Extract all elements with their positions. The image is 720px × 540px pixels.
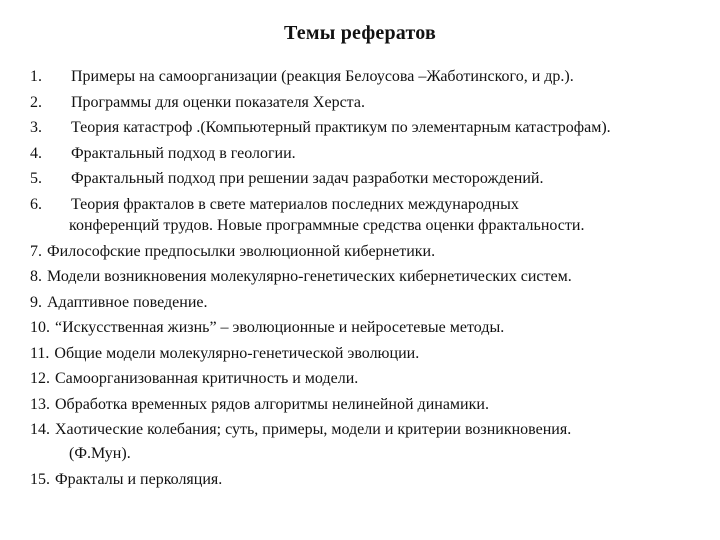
item-number: 10. <box>30 319 50 336</box>
item-number: 2. <box>30 93 42 111</box>
item-number: 7. <box>30 242 42 260</box>
item-number: 1. <box>30 68 42 85</box>
item-text: Фрактальный подход при решении задач разработки месторождений. <box>71 170 544 187</box>
list-item-continuation: конференций трудов. Новые программные средства оценки фрактальности. <box>69 216 585 234</box>
item-number: 8. <box>30 268 42 285</box>
item-number: 15. <box>30 470 50 488</box>
list-item <box>30 290 700 316</box>
item-text: “Искусственная жизнь” – эволюционные и нейросетевые методы. <box>55 319 505 336</box>
list-item <box>30 392 700 418</box>
item-number: 9. <box>30 293 42 311</box>
item-number: 12. <box>30 370 50 387</box>
slide-title: Темы рефератов <box>284 22 436 44</box>
item-text: Теория катастроф .(Компьютерный практикум по элементарным катастрофам). <box>71 119 611 136</box>
list-item <box>30 417 700 443</box>
item-text: Модели возникновения молекулярно-генетических кибернетических систем. <box>47 268 572 285</box>
list-item <box>30 264 700 290</box>
list-item <box>30 239 700 265</box>
item-text: Примеры на самоорганизации (реакция Белоусова –Жаботинского, и др.). <box>71 68 574 85</box>
item-text: Фракталы и перколяция. <box>55 470 223 488</box>
item-number: 11. <box>30 344 50 362</box>
item-number: 4. <box>30 144 42 162</box>
list-item-continuation: (Ф.Мун). <box>69 444 131 462</box>
item-text: Общие модели молекулярно-генетической эволюции. <box>54 344 420 362</box>
item-number: 14. <box>30 421 50 438</box>
list-item <box>30 90 700 116</box>
item-number: 5. <box>30 170 42 187</box>
list-item <box>30 194 700 215</box>
list-item <box>30 166 700 192</box>
item-number: 3. <box>30 119 42 136</box>
list-item <box>30 115 700 141</box>
list-item <box>30 141 700 167</box>
list-item <box>30 467 700 493</box>
list-item <box>30 64 700 90</box>
list-item <box>30 315 700 341</box>
item-text: Философские предпосылки эволюционной кибернетики. <box>47 242 436 260</box>
item-text: Адаптивное поведение. <box>47 293 208 311</box>
item-number: 6. <box>30 195 42 213</box>
item-number: 13. <box>30 395 50 413</box>
item-text: Фрактальный подход в геологии. <box>71 144 296 162</box>
item-text: Хаотические колебания; суть, примеры, модели и критерии возникновения. <box>55 421 572 438</box>
list-item <box>30 366 700 392</box>
list-item <box>30 341 700 367</box>
topic-list <box>30 64 700 492</box>
item-text: Самоорганизованная критичность и модели. <box>55 370 359 387</box>
item-text: Теория фракталов в свете материалов последних международных <box>71 195 519 213</box>
item-text: Программы для оценки показателя Херста. <box>71 93 365 111</box>
item-text: Обработка временных рядов алгоритмы нелинейной динамики. <box>55 395 489 413</box>
